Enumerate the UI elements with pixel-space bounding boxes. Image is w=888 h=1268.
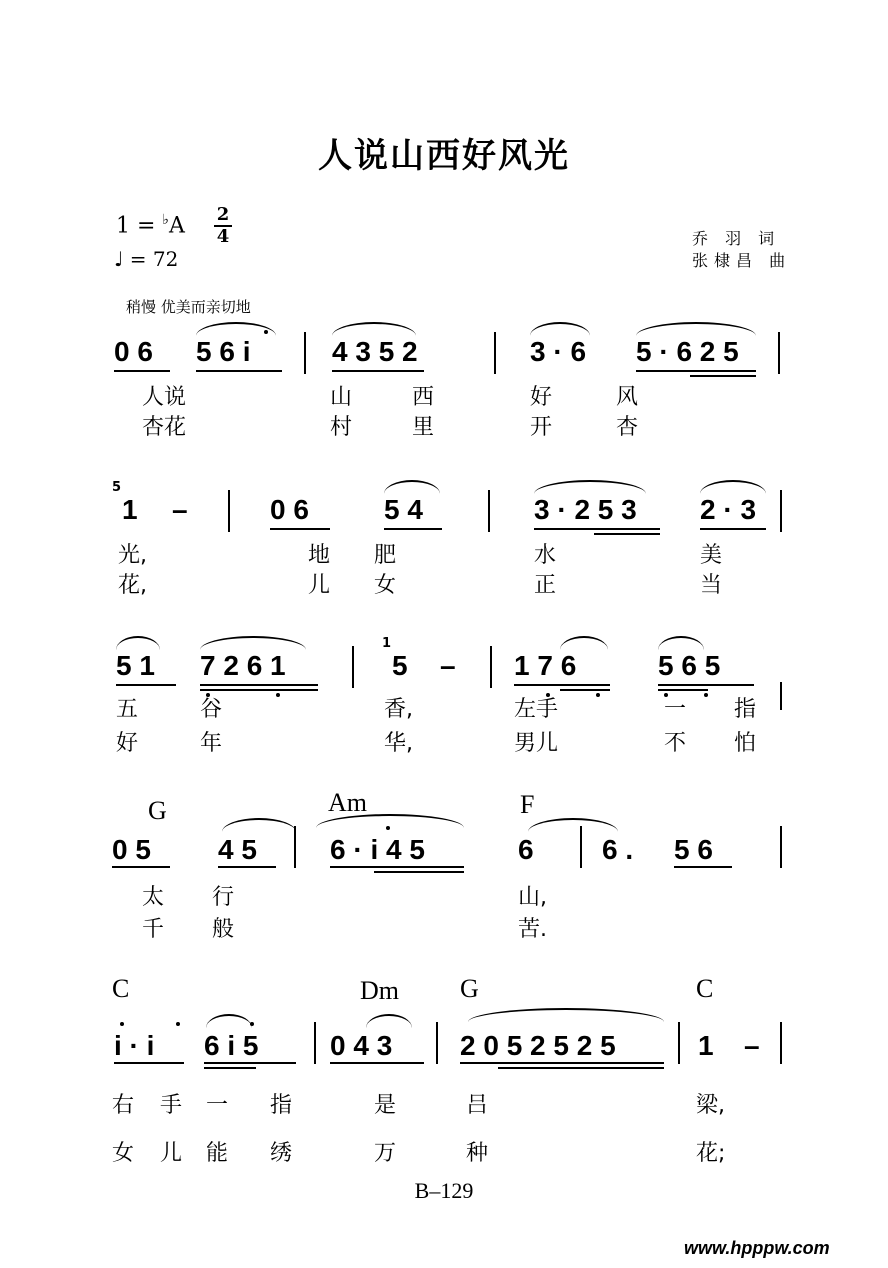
lyric: 好 xyxy=(116,731,139,756)
lyric: 开 xyxy=(530,415,553,440)
lyric: 能 xyxy=(206,1141,229,1166)
slur xyxy=(116,636,160,650)
lyric: 是 xyxy=(374,1093,397,1118)
underline xyxy=(690,375,756,377)
lyric: 万 xyxy=(374,1141,397,1166)
note-group: 0 6 xyxy=(270,494,309,525)
lyric: 女 xyxy=(374,573,397,598)
underline xyxy=(594,533,660,535)
underline xyxy=(114,370,170,372)
note-group: 1 xyxy=(122,494,138,525)
lyric: 谷 xyxy=(200,697,223,722)
low-octave-dot xyxy=(704,693,708,697)
low-octave-dot xyxy=(276,693,280,697)
lyric: 怕 xyxy=(734,731,757,756)
underline xyxy=(384,528,442,530)
song-title: 人说山西好风光 xyxy=(318,136,570,176)
website-watermark: www.hpppw.com xyxy=(684,1238,830,1258)
lyric: 千 xyxy=(142,917,165,942)
key-signature xyxy=(116,212,185,238)
lyric: 梁, xyxy=(696,1093,725,1118)
note-group: 6 . xyxy=(602,834,634,865)
lyric: 种 xyxy=(466,1141,489,1166)
slur xyxy=(196,322,276,336)
lyric: 般 xyxy=(212,917,235,942)
note-group: i · i xyxy=(114,1030,155,1061)
chord-symbol: C xyxy=(696,974,714,1003)
slur xyxy=(636,322,756,336)
high-octave-dot xyxy=(250,1022,254,1026)
time-signature-top: 2 xyxy=(216,204,230,225)
underline xyxy=(658,689,708,691)
lyric: 杏花 xyxy=(142,415,187,440)
time-signature-bottom: 4 xyxy=(216,226,230,247)
lyric: 绣 xyxy=(270,1141,293,1166)
note-group: – xyxy=(440,650,456,681)
lyric: 花; xyxy=(696,1141,726,1166)
underline xyxy=(114,1062,184,1064)
high-octave-dot xyxy=(264,330,268,334)
underline xyxy=(674,866,732,868)
grace-note: 1 xyxy=(382,636,392,651)
underline xyxy=(112,866,170,868)
lyric: 男儿 xyxy=(514,731,559,756)
underline xyxy=(330,1062,424,1064)
high-octave-dot xyxy=(386,826,390,830)
lyric: 吕 xyxy=(466,1093,489,1118)
bar-line xyxy=(580,826,582,868)
bar-line xyxy=(352,646,354,688)
lyric: 当 xyxy=(700,573,723,598)
note-group: 6 · i 4 5 xyxy=(330,834,425,865)
lyric: 村 xyxy=(330,415,353,440)
note-group: 0 5 xyxy=(112,834,151,865)
bar-line xyxy=(780,490,782,532)
lyric: 花, xyxy=(118,573,147,598)
slur xyxy=(530,322,590,336)
bar-line xyxy=(490,646,492,688)
lyric: 苦. xyxy=(518,917,547,942)
lyric: 西 xyxy=(412,385,435,410)
note-group: 0 4 3 xyxy=(330,1030,393,1061)
bar-line xyxy=(780,682,782,710)
lyric: 不 xyxy=(664,731,687,756)
lyric: 地 xyxy=(308,543,331,568)
bar-line xyxy=(228,490,230,532)
lyric: 一 xyxy=(664,697,687,722)
underline xyxy=(196,370,282,372)
grace-note: 5 xyxy=(112,480,122,495)
lyric: 好 xyxy=(530,385,553,410)
lyric: 女 xyxy=(112,1141,135,1166)
slur xyxy=(528,818,618,832)
slur xyxy=(384,480,440,494)
slur xyxy=(658,636,704,650)
lyric: 杏 xyxy=(616,415,639,440)
note-group: 5 · 6 2 5 xyxy=(636,336,739,367)
note-group: 5 1 xyxy=(116,650,155,681)
underline xyxy=(460,1062,664,1064)
slur xyxy=(332,322,416,336)
bar-line xyxy=(780,826,782,868)
slur xyxy=(222,818,296,832)
underline xyxy=(534,528,660,530)
lyric: 儿 xyxy=(160,1141,183,1166)
note-group: 5 xyxy=(392,650,408,681)
lyric: 指 xyxy=(734,697,757,722)
quarter-note-icon: ♩ xyxy=(114,247,124,271)
slur xyxy=(700,480,766,494)
time-signature xyxy=(214,206,232,246)
underline xyxy=(200,689,318,691)
tempo-value: = 72 xyxy=(129,247,179,271)
underline xyxy=(700,528,766,530)
bar-line xyxy=(778,332,780,374)
lyric: 手 xyxy=(160,1093,183,1118)
chord-symbol: G xyxy=(148,796,167,825)
underline xyxy=(116,684,176,686)
chord-symbol: G xyxy=(460,974,479,1003)
slur xyxy=(468,1008,664,1022)
bar-line xyxy=(780,1022,782,1064)
flat-symbol: ♭ xyxy=(162,212,170,228)
note-group: 1 7 6 xyxy=(514,650,577,681)
underline xyxy=(332,370,424,372)
bar-line xyxy=(304,332,306,374)
high-octave-dot xyxy=(120,1022,124,1026)
note-group: – xyxy=(172,494,188,525)
bar-line xyxy=(488,490,490,532)
note-group: 6 i 5 xyxy=(204,1030,259,1061)
underline xyxy=(204,1067,256,1069)
slur xyxy=(366,1014,412,1028)
underline xyxy=(498,1067,664,1069)
note-group: – xyxy=(744,1030,760,1061)
slur xyxy=(560,636,608,650)
lyricist-credit: 乔 羽 词 xyxy=(692,229,781,248)
note-group: 4 3 5 2 xyxy=(332,336,418,367)
chord-symbol: F xyxy=(520,790,535,819)
underline xyxy=(204,1062,296,1064)
lyric: 正 xyxy=(534,573,557,598)
key-prefix: 1 = xyxy=(116,213,163,239)
lyric: 里 xyxy=(412,415,435,440)
expression-marking: 稍慢 优美而亲切地 xyxy=(126,298,251,316)
bar-line xyxy=(494,332,496,374)
underline xyxy=(200,684,318,686)
slur xyxy=(534,480,646,494)
underline xyxy=(270,528,330,530)
lyric: 一 xyxy=(206,1093,229,1118)
chord-symbol: Am xyxy=(328,788,367,817)
lyric: 人说 xyxy=(142,385,187,410)
note-group: 5 4 xyxy=(384,494,423,525)
note-group: 5 6 xyxy=(674,834,713,865)
underline xyxy=(560,689,610,691)
underline xyxy=(658,684,754,686)
lyric: 光, xyxy=(118,543,147,568)
note-group: 5 6 5 xyxy=(658,650,721,681)
bar-line xyxy=(314,1022,316,1064)
underline xyxy=(636,370,756,372)
bar-line xyxy=(436,1022,438,1064)
note-group: 3 · 2 5 3 xyxy=(534,494,637,525)
note-group: 2 0 5 2 5 2 5 xyxy=(460,1030,616,1061)
lyric: 五 xyxy=(116,697,139,722)
lyric: 肥 xyxy=(374,543,397,568)
note-group: 0 6 xyxy=(114,336,153,367)
composer-credit: 张棣昌 曲 xyxy=(692,251,792,270)
lyric: 左手 xyxy=(514,697,559,722)
lyric: 行 xyxy=(212,885,235,910)
lyric: 山 xyxy=(330,385,353,410)
note-group: 4 5 xyxy=(218,834,257,865)
note-group: 7 2 6 1 xyxy=(200,650,286,681)
lyric: 右 xyxy=(112,1093,135,1118)
lyric: 香, xyxy=(384,697,413,722)
slur xyxy=(206,1014,252,1028)
lyric: 年 xyxy=(200,731,223,756)
key-note: A xyxy=(169,213,185,239)
chord-symbol: Dm xyxy=(360,976,399,1005)
slur xyxy=(200,636,306,650)
note-group: 3 · 6 xyxy=(530,336,587,367)
page-number: B–129 xyxy=(414,1178,474,1203)
note-group: 1 xyxy=(698,1030,714,1061)
underline xyxy=(218,866,276,868)
lyric: 太 xyxy=(142,885,165,910)
lyric: 指 xyxy=(270,1093,293,1118)
bar-line xyxy=(678,1022,680,1064)
tempo-marking xyxy=(114,247,178,271)
lyric: 山, xyxy=(518,885,547,910)
note-group: 2 · 3 xyxy=(700,494,757,525)
lyric: 美 xyxy=(700,543,723,568)
lyric: 风 xyxy=(616,385,639,410)
bar-line xyxy=(294,826,296,868)
underline xyxy=(514,684,610,686)
chord-symbol: C xyxy=(112,974,130,1003)
lyric: 华, xyxy=(384,731,413,756)
underline xyxy=(374,871,464,873)
note-group: 5 6 i xyxy=(196,336,251,367)
low-octave-dot xyxy=(596,693,600,697)
note-group: 6 xyxy=(518,834,534,865)
lyric: 儿 xyxy=(308,573,331,598)
high-octave-dot xyxy=(176,1022,180,1026)
lyric: 水 xyxy=(534,543,557,568)
underline xyxy=(330,866,464,868)
